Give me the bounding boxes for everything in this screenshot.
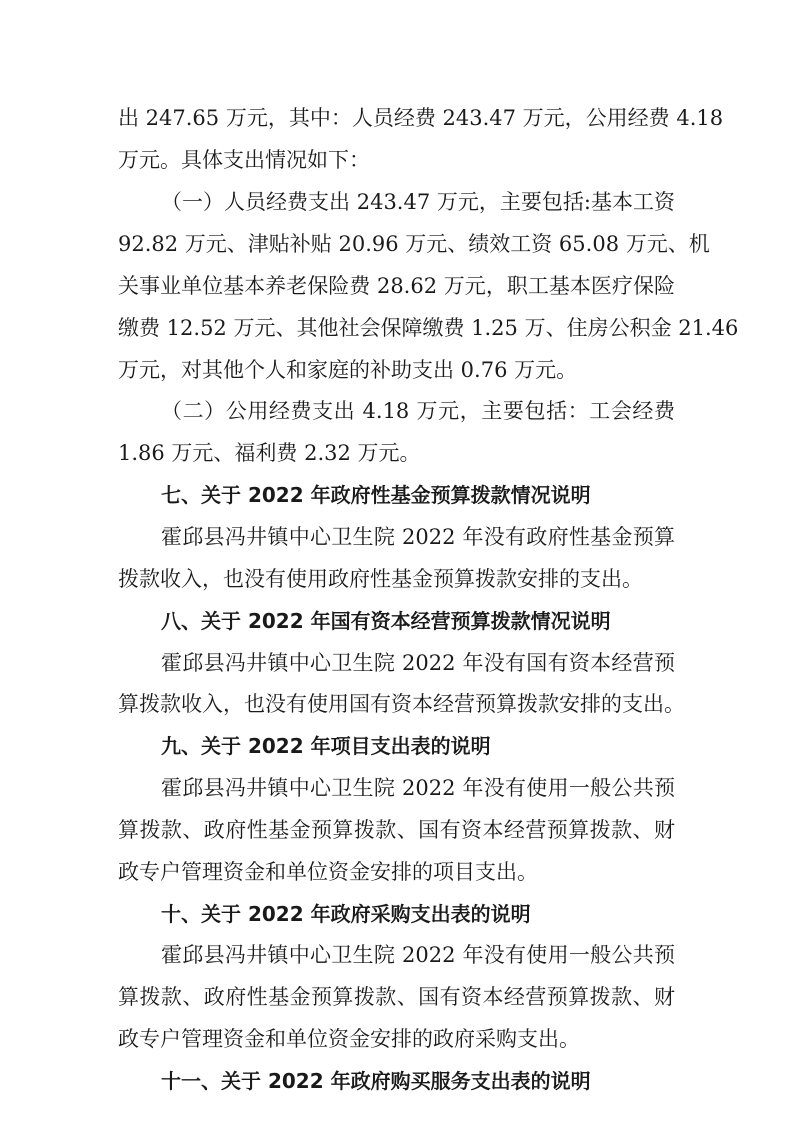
section-heading: 十、关于 2022 年政府采购支出表的说明 [161,902,531,926]
section-heading: 八、关于 2022 年国有资本经营预算拨款情况说明 [161,609,611,633]
body-text-line: （二）公用经费支出 4.18 万元，主要包括：工会经费 [161,399,675,423]
body-text-line: 霍邱县冯井镇中心卫生院 2022 年没有使用一般公共预 [161,776,675,800]
section-heading: 十一、关于 2022 年政府购买服务支出表的说明 [161,1069,591,1093]
section-heading: 七、关于 2022 年政府性基金预算拨款情况说明 [161,483,591,507]
body-text-line: 政专户管理资金和单位资金安排的政府采购支出。 [118,1027,580,1051]
body-text-line: 政专户管理资金和单位资金安排的项目支出。 [118,860,538,884]
body-text-line: 算拨款收入，也没有使用国有资本经营预算拨款安排的支出。 [118,692,685,716]
body-text-line: 算拨款、政府性基金预算拨款、国有资本经营预算拨款、财 [118,818,675,842]
body-text-line: 1.86 万元、福利费 2.32 万元。 [118,441,421,465]
body-text-line: 霍邱县冯井镇中心卫生院 2022 年没有国有资本经营预 [161,651,675,675]
body-text-line: 霍邱县冯井镇中心卫生院 2022 年没有使用一般公共预 [161,943,675,967]
section-heading: 九、关于 2022 年项目支出表的说明 [161,734,491,758]
body-text-line: （一）人员经费支出 243.47 万元，主要包括:基本工资 [161,190,675,214]
body-text-line: 万元，对其他个人和家庭的补助支出 0.76 万元。 [118,358,578,382]
body-text-line: 92.82 万元、津贴补贴 20.96 万元、绩效工资 65.08 万元、机 [118,232,710,256]
body-text-line: 算拨款、政府性基金预算拨款、国有资本经营预算拨款、财 [118,985,675,1009]
body-text-line: 拨款收入，也没有使用政府性基金预算拨款安排的支出。 [118,567,643,591]
body-text-line: 关事业单位基本养老保险费 28.62 万元，职工基本医疗保险 [118,274,675,298]
body-text-line: 出 247.65 万元，其中：人员经费 243.47 万元，公用经费 4.18 [118,106,724,130]
body-text-line: 缴费 12.52 万元、其他社会保障缴费 1.25 万、住房公积金 21.46 [118,316,739,340]
body-text-line: 万元。具体支出情况如下： [118,148,370,172]
body-text-line: 霍邱县冯井镇中心卫生院 2022 年没有政府性基金预算 [161,525,675,549]
